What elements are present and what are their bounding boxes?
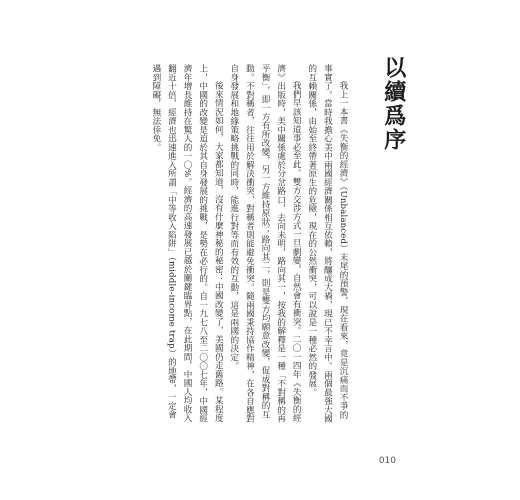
paragraph-1: 我上一本書《失衡的經濟》（Unbalanced）末尾的預警，現在看來，竟是沉痛而不爭的事實了。當時我擔心美中兩國經濟關係相互依賴，將釀成大禍，現已不幸言中。兩個最強大國的互賴關係，由始至終帶著原生的危險，現在的公然衝突，可以說是一種必然的發展。 — [306, 64, 348, 423]
body-text — [114, 64, 350, 426]
chapter-title: 以續爲序 — [380, 56, 407, 152]
paragraph-3: 後來情況如何，大家都知道，沒有什麼神秘的秘密：中國改變了，美國仍走舊路。某程度上，中國的改變是迫於其自身發展的挑戰，是勢在必行的。自一九七八至二〇〇七年，中國經濟年增長維持在驚人的一〇%。經濟的高速發展已越於關鍵臨界點，在此期間，中國人均收入翻近十倍，經濟也迅速進入所謂「中等收入陷阱」（middle-income trap）的地帶，一定會遇到障礙，無法倖免。 — [150, 64, 224, 423]
page-number: 010 — [378, 456, 396, 466]
paragraph-2: 我們早該知道事必至此。雙方交涉方式一旦劇變，自然會有衝突。二〇一四年《失衡的經濟》出版時，美中關係處於分岔路口，去向未明，路向其一，按我的解釋是一種「不對稱的再平衡」，即一方有所改變，另一方維持原狀；路向其二，則是雙方均願意改變，促成對稱的互動。不對稱者，往往用於解決衝突，對稱者則能避免衝突。隨兩國秉持協作精神，在各自應對自身發展和地緣策略挑戰的同時，能進行對等而有效的互動，這是兩國的決定。 — [228, 64, 302, 423]
